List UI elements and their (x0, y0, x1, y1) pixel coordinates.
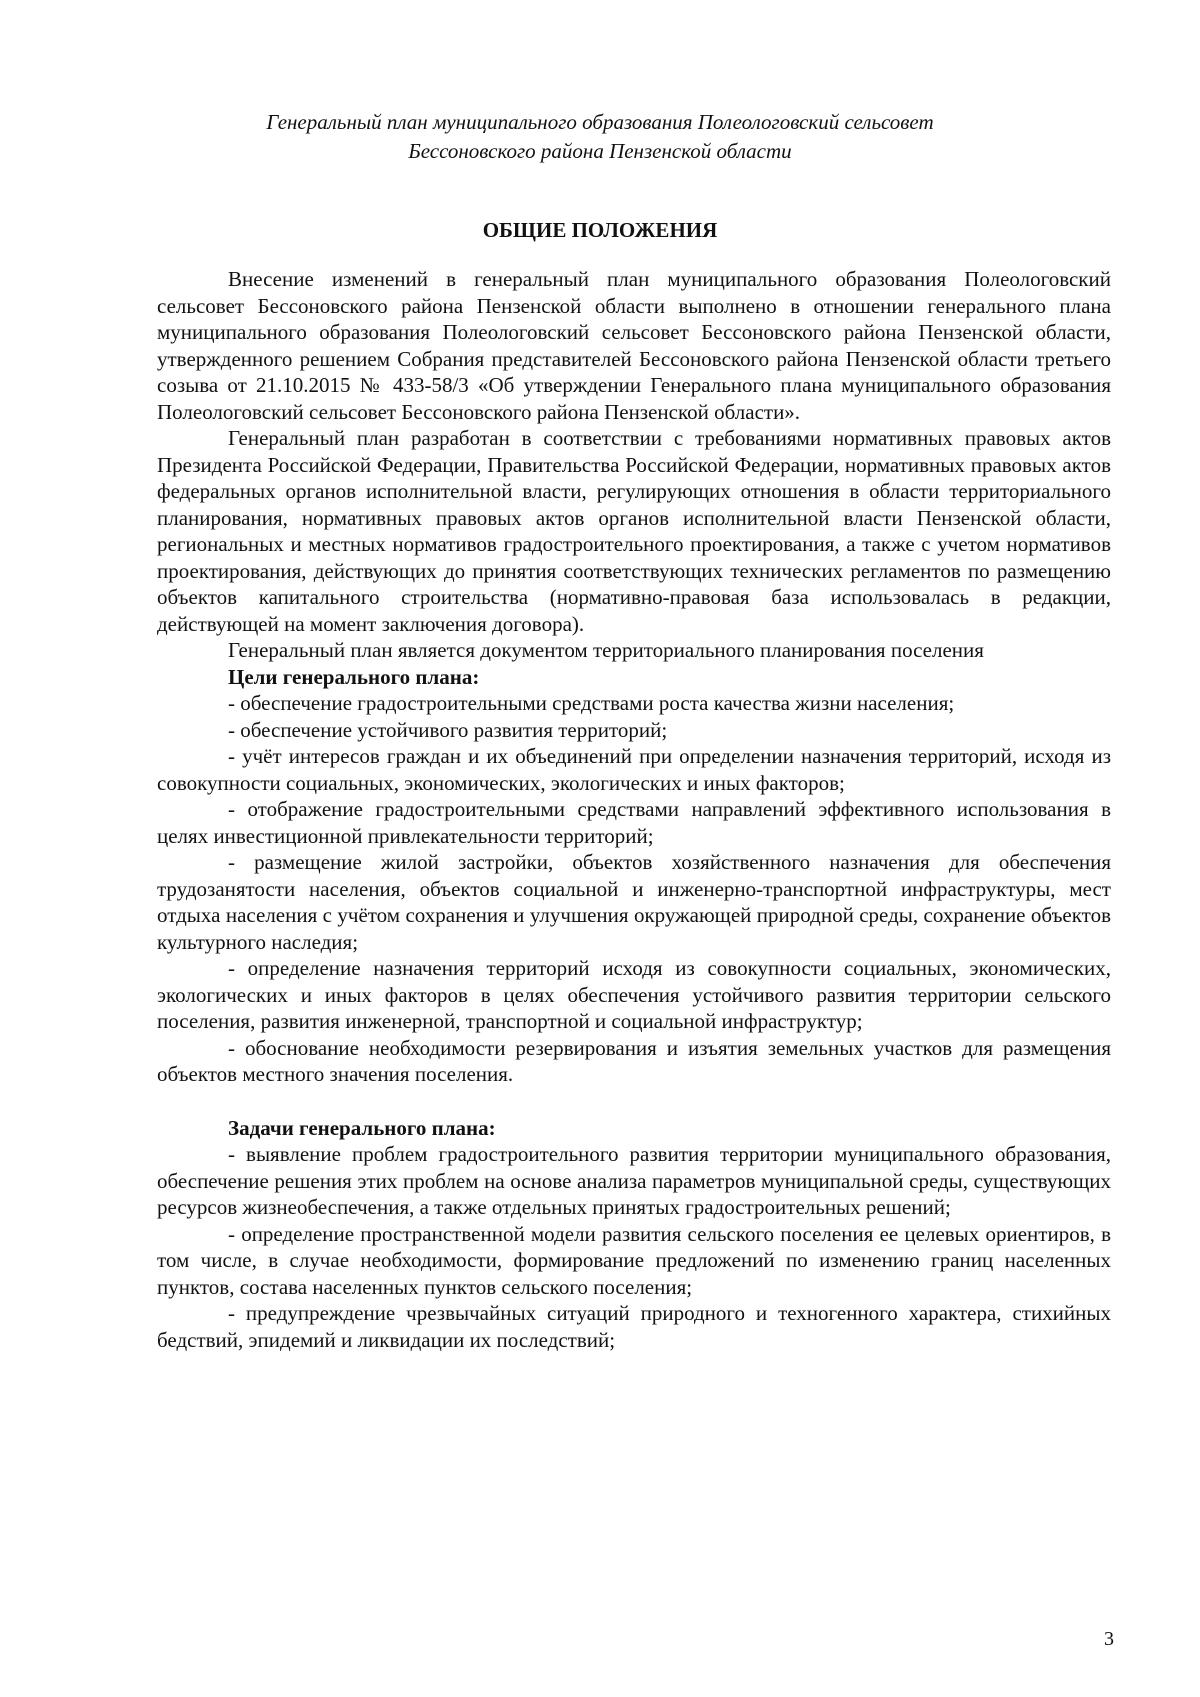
document-body (157, 266, 1111, 1353)
header-line-2: Бессоновского района Пензенской области (408, 139, 792, 163)
section-spacer (157, 1088, 1111, 1115)
task-item: - определение пространственной модели развития сельского поселения ее целевых ориентиров, в том числе, в случае необходимости, формирование предложений по изменению границ населенных пунктов, состава населенных пунктов сельского поселения; (157, 1221, 1111, 1299)
goals-heading: Цели генерального плана: (228, 664, 480, 689)
document-header (0, 108, 1200, 166)
paragraph-basis: Генеральный план разработан в соответствии с требованиями нормативных правовых актов Президента Российской Федерации, Правительства Российской Федерации, нормативных правовых актов федеральных органов исполнительной власти, регулирующих отношения в области территориального планирования, нормативных правовых актов органов исполнительной власти Пензенской области, региональных и местных нормативов градостроительного проектирования, а также с учетом нормативов проектирования, действующих до принятия соответствующих технических регламентов по размещению объектов капитального строительства (нормативно-правовая база использовалась в редакции, действующей на момент заключения договора). (157, 426, 1111, 636)
header-line-1: Генеральный план муниципального образования Полеологовский сельсовет (266, 110, 934, 134)
page-number: 3 (1104, 1628, 1114, 1650)
section-title: ОБЩИЕ ПОЛОЖЕНИЯ (482, 218, 718, 242)
goal-item: - учёт интересов граждан и их объединений при определении назначения территорий, исходя из совокупности социальных, экономических, экологических и иных факторов; (157, 744, 1111, 795)
task-item: - предупреждение чрезвычайных ситуаций природного и техногенного характера, стихийных бедствий, эпидемий и ликвидации их последствий; (157, 1301, 1111, 1352)
paragraph-definition: Генеральный план является документом территориального планирования поселения (228, 638, 984, 662)
goal-item: - определение назначения территорий исходя из совокупности социальных, экономических, экологических и иных факторов в целях обеспечения устойчивого развития территории сельского поселения, развития инженерной, транспортной и социальной инфраструктур; (157, 956, 1111, 1033)
task-item: - выявление проблем градостроительного развития территории муниципального образования, обеспечение решения этих проблем на основе анализа параметров муниципальной среды, существующих ресурсов жизнеобеспечения, а также отдельных принятых градостроительных решений; (157, 1142, 1111, 1219)
tasks-heading: Задачи генерального плана: (228, 1115, 496, 1140)
goal-item: - обеспечение градостроительными средствами роста качества жизни населения; (228, 691, 955, 715)
paragraph-intro: Внесение изменений в генеральный план муниципального образования Полеологовский сельсовет Бессоновского района Пензенской области выполнено в отношении генерального плана муниципального образования Полеологовский сельсовет Бессоновского района Пензенской области, утвержденного решением Собрания представителей Бессоновского района Пензенской области третьего созыва от 21.10.2015 № 433-58/3 «Об утверждении Генерального плана муниципального образования Полеологовский сельсовет Бессоновского района Пензенской области». (157, 267, 1111, 424)
goal-item: - отображение градостроительными средствами направлений эффективного использования в целях инвестиционной привлекательности территорий; (157, 797, 1111, 848)
goal-item: - размещение жилой застройки, объектов хозяйственного назначения для обеспечения трудозанятости населения, объектов социальной и инженерно-транспортной инфраструктуры, мест отдыха населения с учётом сохранения и улучшения окружающей природной среды, сохранение объектов культурного наследия; (157, 850, 1111, 954)
goal-item: - обоснование необходимости резервирования и изъятия земельных участков для размещения объектов местного значения поселения. (157, 1035, 1111, 1086)
goal-item: - обеспечение устойчивого развития территорий; (228, 717, 668, 742)
